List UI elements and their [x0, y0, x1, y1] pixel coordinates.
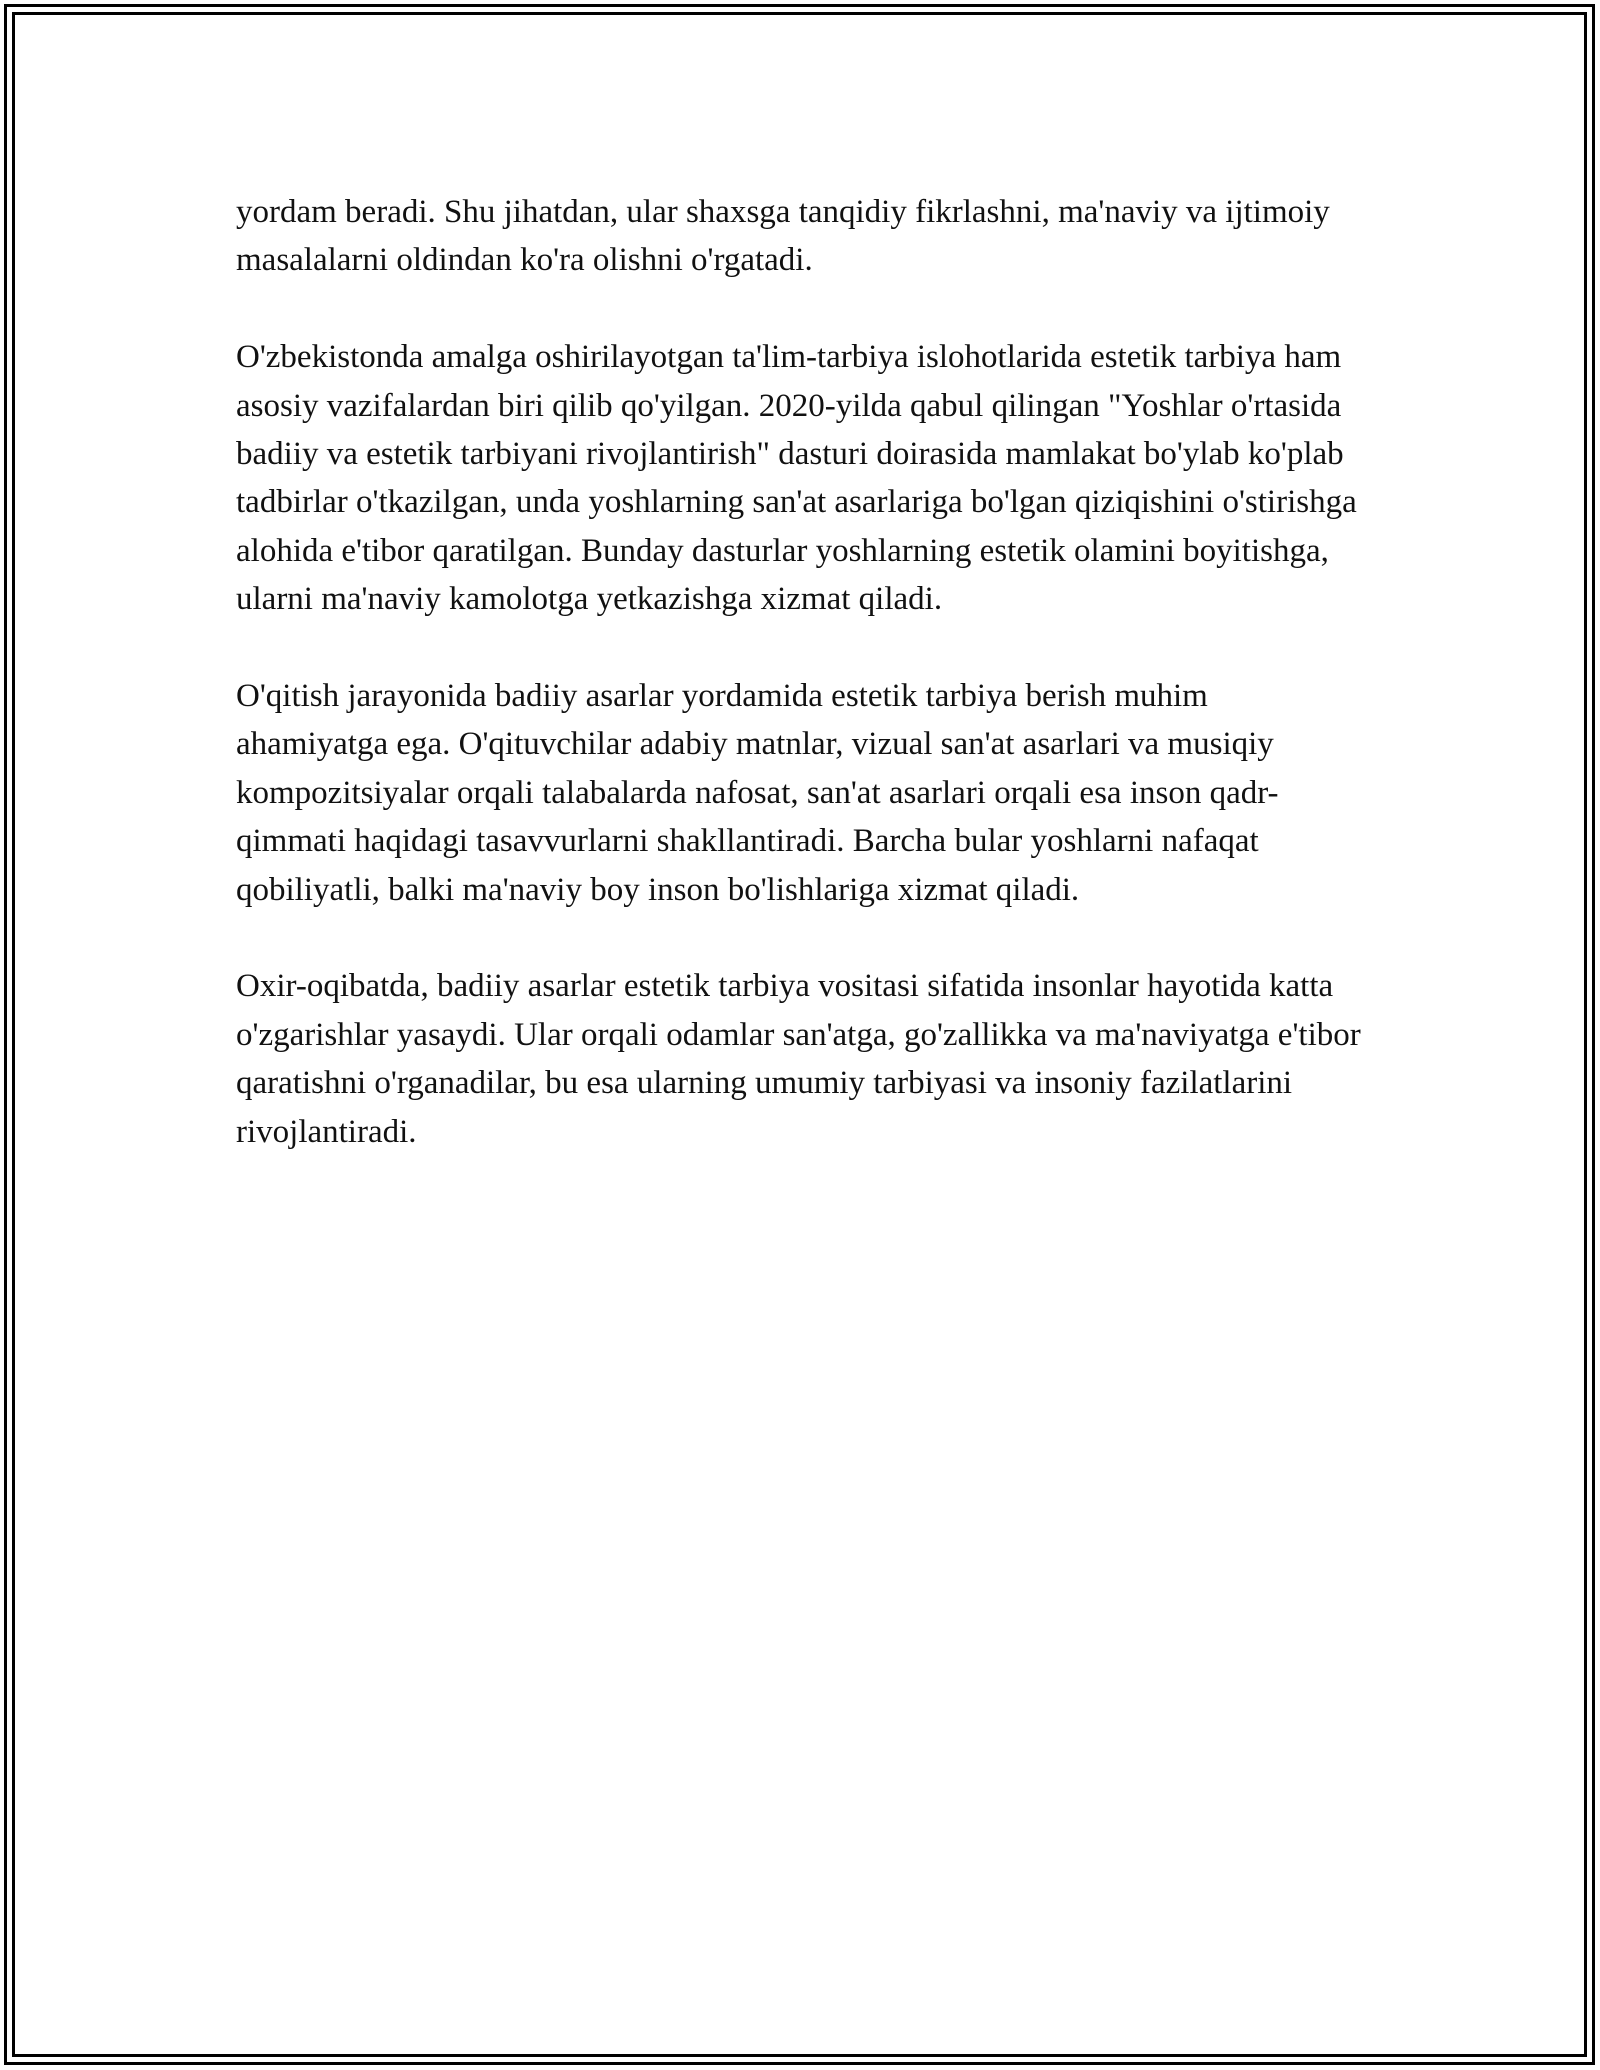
- paragraph-4: Oxir-oqibatda, badiiy asarlar estetik tarbiya vositasi sifatida insonlar hayotida katta o'zgarishlar yasaydi. Ular orqali odamlar san'atga, go'zallikka va ma'naviyatga e'tibor qaratishni o'rganadilar, bu esa ularning umumiy tarbiyasi va insoniy fazilatlarini rivojlantiradi.: [236, 968, 1361, 1150]
- paragraph-1: yordam beradi. Shu jihatdan, ular shaxsga tanqidiy fikrlashni, ma'naviy va ijtimoiy masalalarni oldindan ko'ra olishni o'rgatadi.: [236, 194, 1330, 279]
- document-body: [236, 188, 1366, 1204]
- paragraph-3: O'qitish jarayonida badiiy asarlar yordamida estetik tarbiya berish muhim ahamiyatga ega. O'qituvchilar adabiy matnlar, vizual san'at asarlari va musiqiy kompozitsiyalar orqali talabalarda nafosat, san'at asarlari orqali esa inson qadr-qimmati haqidagi tasavvurlarni shakllantiradi. Barcha bular yoshlarni nafaqat qobiliyatli, balki ma'naviy boy inson bo'lishlariga xizmat qiladi.: [236, 678, 1279, 908]
- paragraph-2: O'zbekistonda amalga oshirilayotgan ta'lim-tarbiya islohotlarida estetik tarbiya ham asosiy vazifalardan biri qilib qo'yilgan. 2020-yilda qabul qilingan "Yoshlar o'rtasida badiiy va estetik tarbiyani rivojlantirish" dasturi doirasida mamlakat bo'ylab ko'plab tadbirlar o'tkazilgan, unda yoshlarning san'at asarlariga bo'lgan qiziqishini o'stirishga alohida e'tibor qaratilgan. Bunday dasturlar yoshlarning estetik olamini boyitishga, ularni ma'naviy kamolotga yetkazishga xizmat qiladi.: [236, 339, 1357, 618]
